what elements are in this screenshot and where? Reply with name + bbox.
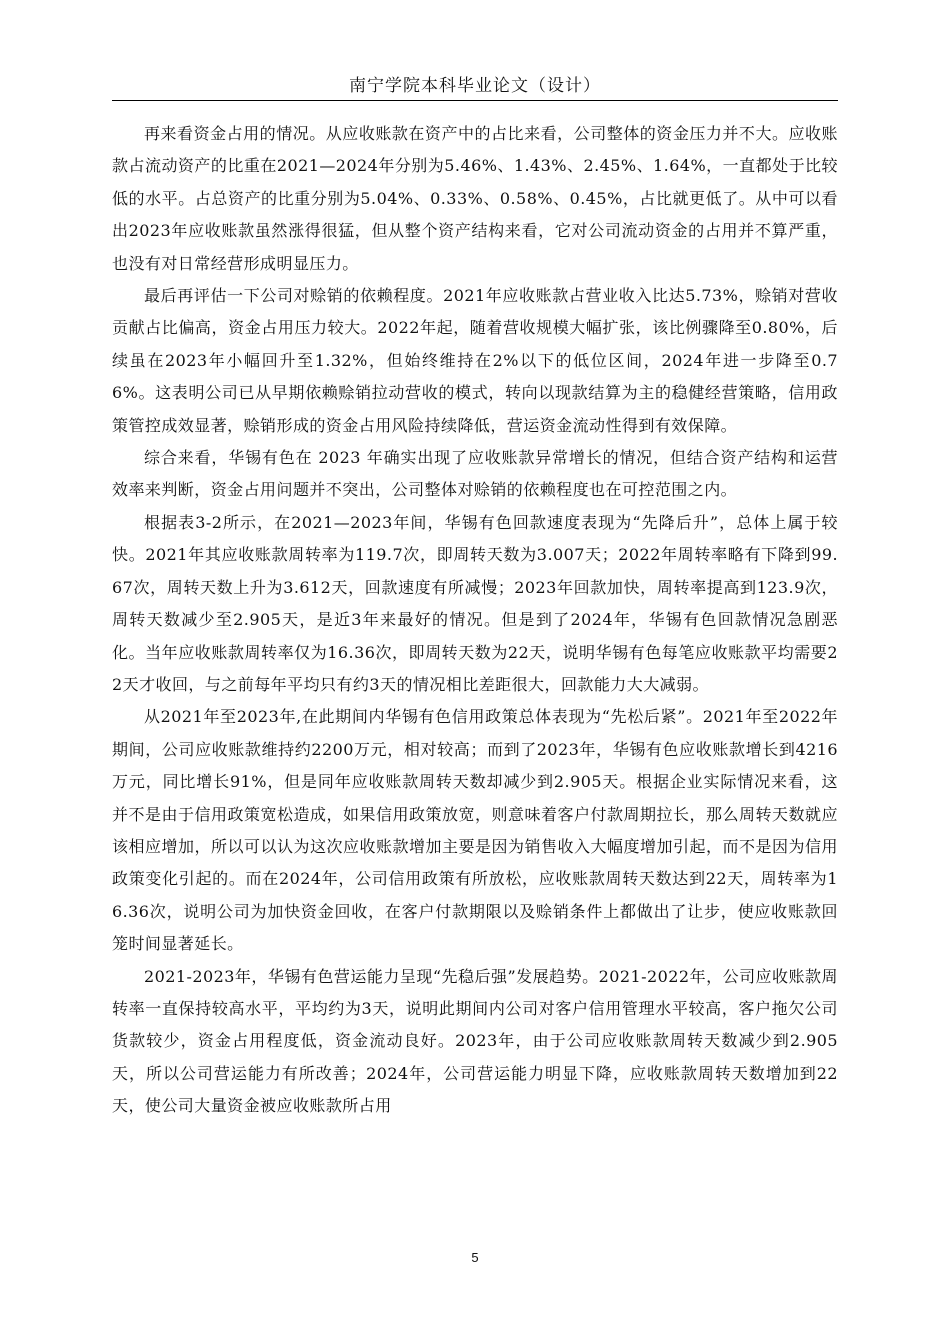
paragraph-collection-speed: 根据表3-2所示，在2021—2023年间，华锡有色回款速度表现为“先降后升”，总体上属于较快。2021年其应收账款周转率为119.7次，即周转天数为3.007天；2022年周转率略有下降到99.67次，周转天数上升为3.612天，回款速度有所减慢；2023年回款加快，周转率提高到123.9次，周转天数减少至2.905天，是近3年来最好的情况。但是到了2024年，华锡有色回款情况急剧恶化。当年应收账款周转率仅为16.36次，即周转天数为22天，说明华锡有色每笔应收账款平均需要22天才收回，与之前每年平均只有约3天的情况相比差距很大，回款能力大大减弱。	[112, 512, 838, 694]
header-divider	[112, 100, 838, 101]
page-number: 5	[471, 1250, 479, 1265]
paragraph-summary: 综合来看，华锡有色在 2023 年确实出现了应收账款异常增长的情况，但结合资产结构和运营效率来判断，资金占用问题并不突出，公司整体对赊销的依赖程度也在可控范围之内。	[112, 448, 838, 500]
paragraph-operating-capability: 2021-2023年，华锡有色营运能力呈现“先稳后强”发展趋势。2021-2022年，公司应收账款周转率一直保持较高水平，平均约为3天，说明此期间内公司对客户信用管理水平较高，客户拖欠公司货款较少，资金占用程度低，资金流动良好。2023年，由于公司应收账款周转天数减少到2.905天，所以公司营运能力有所改善；2024年，公司营运能力明显下降，应收账款周转天数增加到22天，使公司大量资金被应收账款所占用	[112, 966, 838, 1116]
body-text	[112, 118, 838, 1123]
paragraph-credit-policy: 从2021年至2023年,在此期间内华锡有色信用政策总体表现为“先松后紧”。2021年至2022年期间，公司应收账款维持约2200万元，相对较高；而到了2023年，华锡有色应收账款增长到4216万元，同比增长91%，但是同年应收账款周转天数却减少到2.905天。根据企业实际情况来看，这并不是由于信用政策宽松造成，如果信用政策放宽，则意味着客户付款周期拉长，那么周转天数就应该相应增加，所以可以认为这次应收账款增加主要是因为销售收入大幅度增加引起，而不是因为信用政策变化引起的。而在2024年，公司信用政策有所放松，应收账款周转天数达到22天，周转率为16.36次，说明公司为加快资金回收，在客户付款期限以及赊销条件上都做出了让步，使应收账款回笼时间显著延长。	[112, 707, 838, 954]
paragraph-capital-occupation: 再来看资金占用的情况。从应收账款在资产中的占比来看，公司整体的资金压力并不大。应收账款占流动资产的比重在2021—2024年分别为5.46%、1.43%、2.45%、1.64%，一直都处于比较低的水平。占总资产的比重分别为5.04%、0.33%、0.58%、0.45%，占比就更低了。从中可以看出2023年应收账款虽然涨得很猛，但从整个资产结构来看，它对公司流动资金的占用并不算严重，也没有对日常经营形成明显压力。	[112, 124, 838, 273]
paragraph-credit-sales-dependence: 最后再评估一下公司对赊销的依赖程度。2021年应收账款占营业收入比达5.73%，赊销对营收贡献占比偏高，资金占用压力较大。2022年起，随着营收规模大幅扩张，该比例骤降至0.80%，后续虽在2023年小幅回升至1.32%，但始终维持在2%以下的低位区间，2024年进一步降至0.76%。这表明公司已从早期依赖赊销拉动营收的模式，转向以现款结算为主的稳健经营策略，信用政策管控成效显著，赊销形成的资金占用风险持续降低，营运资金流动性得到有效保障。	[112, 286, 838, 435]
page-header-title: 南宁学院本科毕业论文（设计）	[349, 76, 601, 96]
